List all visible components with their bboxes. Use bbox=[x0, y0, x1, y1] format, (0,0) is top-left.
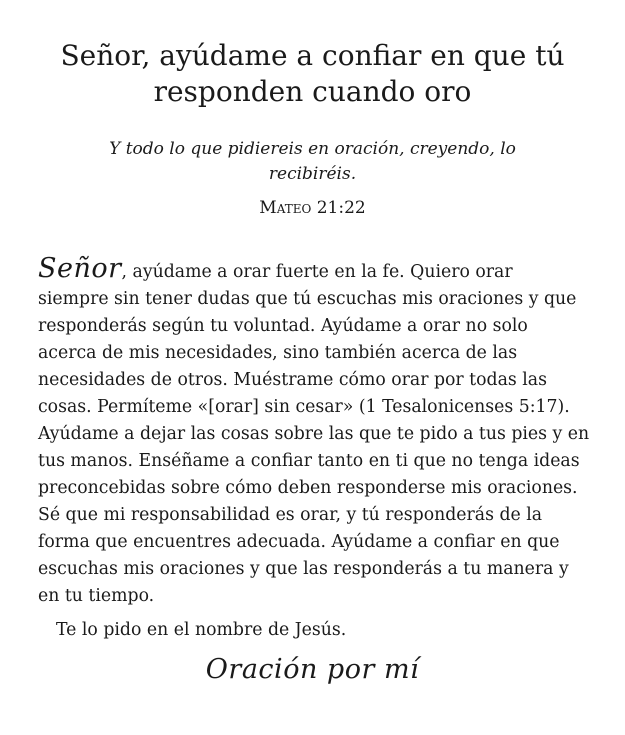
prayer-opening-word: Señor bbox=[38, 253, 122, 284]
prayer-signature: Oración por mí bbox=[205, 654, 420, 685]
page-title: Señor, ayúdame a confiar en que tú responden cuando oro bbox=[60, 39, 565, 108]
prayer-first-line-text: , ayúdame a orar fuerte en la fe. Quiero orar bbox=[121, 262, 513, 282]
prayer-closing: Te lo pido en el nombre de Jesús. bbox=[56, 620, 347, 640]
prayer-paragraph: siempre sin tener dudas que tú escuchas mis oraciones y que responderás según tu voluntad. Ayúdame a orar no solo acerca de mis necesidades, sino también acerca de las necesidades de otros. Muéstrame cómo orar por todas las cosas. Permíteme «[orar] sin cesar» (1 Tesalonicenses 5:17). Ayúdame a dejar las cosas sobre las que te pido a tus pies y en tus manos. Enséñame a confiar tanto en ti que no tenga ideas preconcebidas sobre cómo deben responderse mis oraciones. Sé que mi responsabilidad es orar, y tú responderás de la forma que encuentres adecuada. Ayúdame a confiar en que escuchas mis oraciones y que las responderás a tu manera y en tu tiempo. bbox=[38, 289, 590, 606]
epigraph-reference: Mateo 21:22 bbox=[259, 198, 366, 218]
prayer-body bbox=[38, 252, 590, 610]
epigraph-quote: Y todo lo que pidiereis en oración, creyendo, lo recibiréis. bbox=[109, 139, 516, 184]
prayer-first-line bbox=[38, 252, 590, 286]
